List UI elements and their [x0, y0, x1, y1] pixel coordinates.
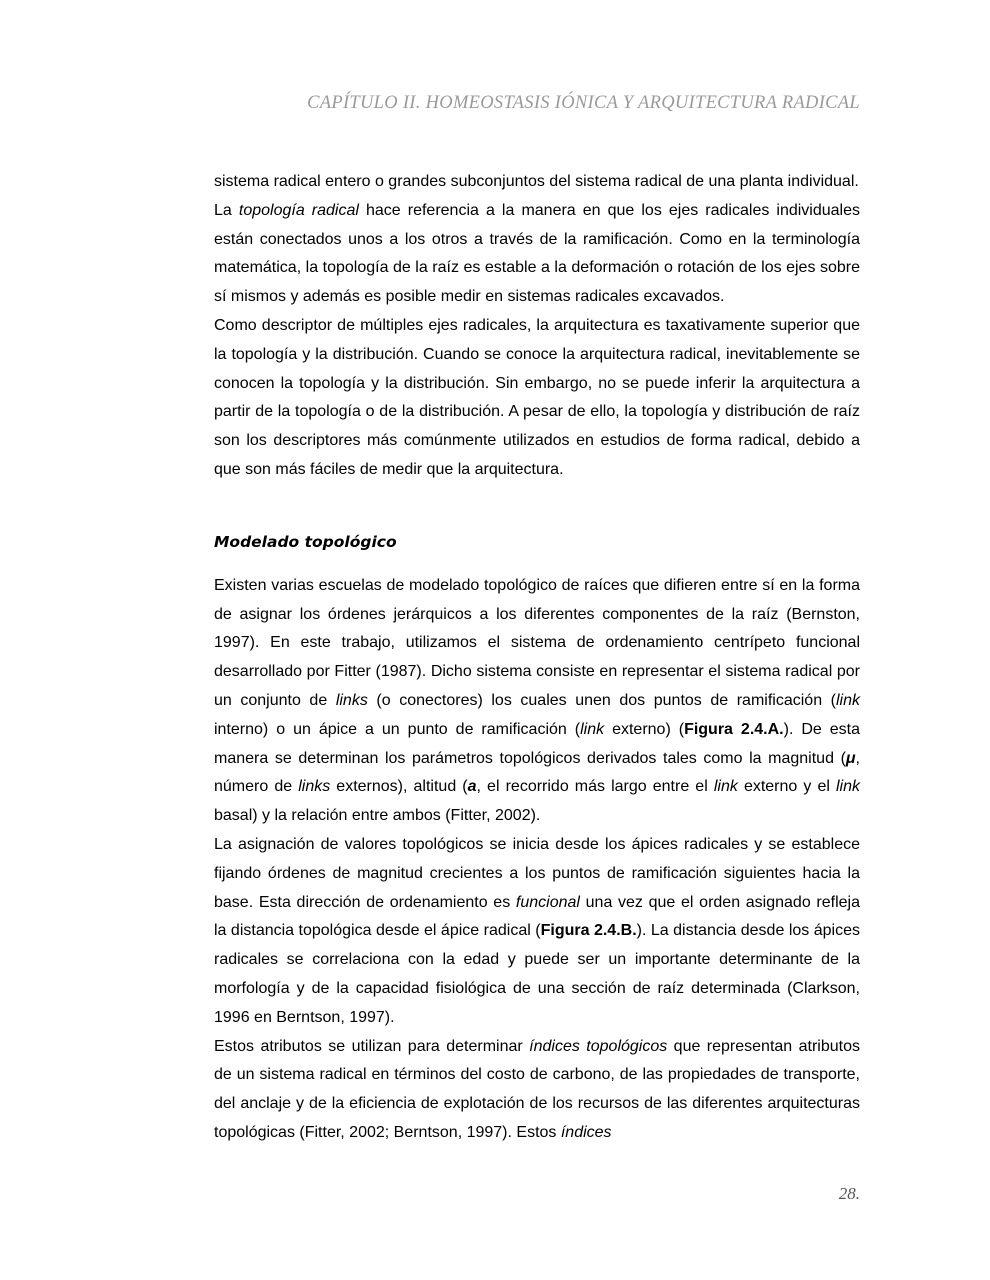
text-run: externos), altitud ( — [330, 778, 468, 796]
running-header: CAPÍTULO II. HOMEOSTASIS IÓNICA Y ARQUITECTURA RADICAL — [307, 93, 860, 113]
text-run: , número de — [214, 749, 860, 796]
italic-term: links — [298, 778, 331, 796]
symbol-mu: μ — [845, 749, 856, 767]
paragraph-2 — [214, 197, 860, 312]
text-run: que representan atributos de un sistema radical en términos del costo de carbono, de las propiedades de transporte, del anclaje y de la eficiencia de explotación de los recursos de las diferentes arquitecturas topológicas (Fitter, 2002; Berntson, 1997). Estos — [214, 1037, 860, 1141]
paragraph-1: sistema radical entero o grandes subconjuntos del sistema radical de una planta individual. — [214, 173, 859, 190]
text-run: externo y el — [737, 778, 836, 796]
text-run: hace referencia a la manera en que los ejes radicales individuales están conectados unos a los otros a través de la ramificación. Como en la terminología matemática, la topología de la raíz es estable a la deformación o rotación de los ejes sobre sí mismos y además es posible medir en sistemas radicales excavados. — [214, 201, 861, 306]
page-number: 28. — [838, 1184, 860, 1203]
figure-reference: Figura 2.4.A. — [684, 720, 784, 738]
symbol-a: a — [467, 778, 477, 796]
italic-term: link — [580, 720, 605, 738]
text-run: basal) y la relación entre ambos (Fitter, 2002). — [214, 807, 541, 825]
italic-term: link — [836, 691, 861, 709]
text-run: (o conectores) los cuales unen dos puntos de ramificación ( — [367, 691, 836, 709]
italic-term: índices topológicos — [529, 1037, 668, 1055]
text-run: Existen varias escuelas de modelado topológico de raíces que difieren entre sí en la forma de asignar los órdenes jerárquicos a los diferentes componentes de la raíz (Bernston, 1997). En este trabajo, utilizamos el sistema de ordenamiento centrípeto funcional desarrollado por Fitter (1987). Dicho sistema consiste en representar el sistema radical por un conjunto de — [214, 576, 860, 709]
italic-term: topología radical — [238, 201, 359, 219]
figure-reference: Figura 2.4.B. — [540, 922, 637, 940]
paragraph-6 — [214, 1033, 860, 1148]
text-run: externo) ( — [604, 720, 685, 738]
italic-term: link — [713, 778, 738, 796]
text-run: , el recorrido más largo entre el — [476, 778, 714, 796]
text-run: Estos atributos se utilizan para determinar — [214, 1037, 530, 1055]
paragraph-5 — [214, 831, 860, 1033]
text-run: una vez que el orden asignado refleja la distancia topológica desde el ápice radical ( — [214, 893, 860, 940]
italic-term: links — [335, 691, 368, 709]
section-heading: Modelado topológico — [214, 532, 397, 551]
paragraph-4 — [214, 572, 860, 831]
italic-term: funcional — [515, 893, 580, 911]
text-run: La asignación de valores topológicos se inicia desde los ápices radicales y se establece fijando órdenes de magnitud crecientes a los puntos de ramificación siguientes hacia la base. Esta dirección de ordenamiento es — [214, 835, 860, 911]
paragraph-3: Como descriptor de múltiples ejes radicales, la arquitectura es taxativamente superior que la topología y la distribución. Cuando se conoce la arquitectura radical, inevitablemente se conocen la topología y la distribución. Sin embargo, no se puede inferir la arquitectura a partir de la topología o de la distribución. A pesar de ello, la topología y distribución de raíz son los descriptores más comúnmente utilizados en estudios de forma radical, debido a que son más fáciles de medir que la arquitectura. — [214, 316, 860, 478]
italic-term: link — [836, 778, 861, 796]
text-run: ). La distancia desde los ápices radicales se correlaciona con la edad y puede ser un importante determinante de la morfología y de la capacidad fisiológica de una sección de raíz determinada (Clarkson, 1996 en Berntson, 1997). — [214, 922, 860, 1026]
text-run: ). De esta manera se determinan los parámetros topológicos derivados tales como la magnitud ( — [214, 720, 861, 767]
document-body — [214, 168, 860, 1148]
text-run: La — [214, 201, 239, 219]
italic-term: índices — [560, 1123, 612, 1141]
text-run: interno) o un ápice a un punto de ramificación ( — [214, 720, 581, 738]
